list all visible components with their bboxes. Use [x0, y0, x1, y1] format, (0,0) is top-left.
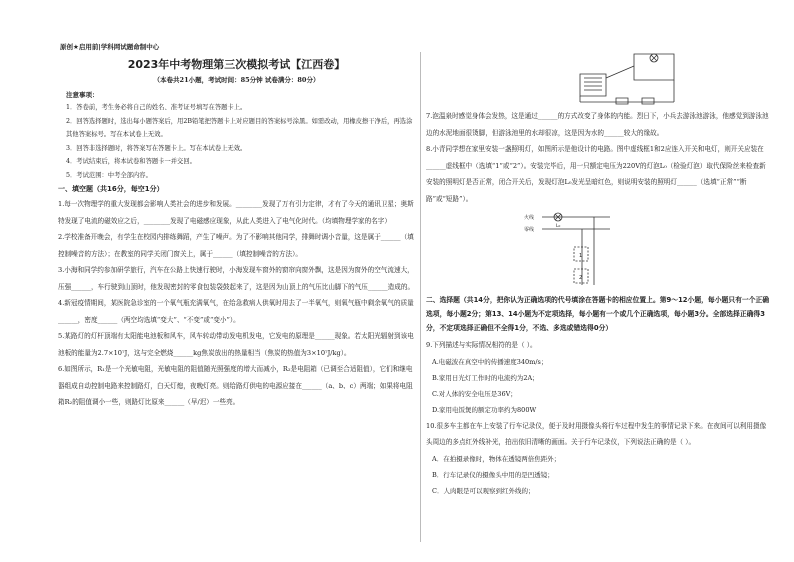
column-divider — [420, 52, 421, 542]
option-b: B.家用日光灯工作时的电流约为2A； — [432, 373, 539, 382]
question-1: 1.每一次物理学的重大发现都会影响人类社会的进步和发展。________发现了万有引力定律，才有了今天的通讯卫星；奥斯特发现了电流的磁效应之后，________发现了电磁感应现象，从此人类进入了电气化时代。（均填物理学家的名字） — [58, 200, 414, 225]
lamp-label: L₀ — [556, 224, 561, 229]
relay-coil-icon — [584, 78, 602, 90]
household-circuit-figure — [522, 209, 612, 291]
notice-list — [66, 101, 415, 182]
question-10-options — [426, 451, 771, 499]
household-circuit-diagram — [522, 209, 612, 289]
question-3: 3.小海和同学约参加研学旅行，汽车在公路上快速行驶时，小海发现车窗外的窗帘向窗外飘，这是因为窗外的空气流速大，压强______，车行驶到山顶时，他发现密封的零食包装袋鼓起来了，这是因为山顶上的气压比山脚下的气压______造成的。 — [58, 266, 415, 291]
question-5: 5.某路灯的灯杆顶端有太阳能电池板和风车，风车转动带动发电机发电，它发电的原理是______现象。若太阳光辐射到该电池板的能量为2.7×10⁷J，这与完全燃烧______kg焦炭放出的热量相当（焦炭的热值为3×10⁷J/kg）。 — [58, 332, 414, 357]
question-9 — [426, 337, 771, 354]
notice-item: 5．考试范围：中考全部内容。 — [66, 171, 152, 179]
question-list — [58, 196, 415, 411]
notice-item: 1．答卷前，考生务必将自己的姓名、准考证号填写在答题卡上。 — [66, 104, 247, 111]
relay-coil-box — [580, 74, 606, 96]
option-d: D.家用电饭煲的额定功率约为800W — [432, 405, 537, 414]
box-2-label: 2 — [579, 275, 583, 281]
option-b: B．行车记录仪的摄像头中用的是凹透镜； — [432, 470, 554, 479]
neutral-wire-label: 零线 — [524, 227, 535, 233]
question-list-right — [426, 108, 771, 207]
exam-subtitle: （本卷共21小题，考试时间：85分钟 试卷满分：80分） — [153, 76, 320, 84]
question-10-stem: 10.很多车主都在车上安装了行车记录仪，便于及时用摄像头将行车过程中发生的事情记录下来。在夜间可以利用摄像头周边的多点红外线补光，拍出依旧清晰的画面。关于行车记录仪，下列说法正确的是（ ）。 — [426, 421, 767, 446]
notice-item: 3．回答非选择题时，将答案写在答题卡上。写在本试卷上无效。 — [66, 144, 247, 152]
question-9-options — [426, 354, 771, 418]
option-c: C.对人体的安全电压是36V； — [432, 389, 517, 398]
question-2: 2.学校准备开晚会，有学生在校园内排练舞蹈，产生了噪声。为了不影响其他同学，排舞时调小音量，这是属于______（填控制噪音的方法）；在教室的同学关闭门窗关上，属于______（填控制噪音的方法）。 — [58, 233, 414, 258]
question-9-stem: 9.下列描述与实际情况相符的是（ ）。 — [426, 341, 537, 349]
option-a: A.电磁波在真空中的传播速度340m/s； — [432, 357, 548, 366]
right-column — [426, 48, 771, 499]
box-1-label: 1 — [579, 253, 583, 259]
resistor-r2-icon — [642, 98, 654, 104]
section-fill-blank-heading: 一、填空题（共16分，每空1分） — [58, 185, 164, 193]
notice-item: 2．回答选择题时，选出每小题答案后，用2B铅笔把答题卡上对应题目的答案标号涂黑。如需改动，用橡皮擦干净后，再选涂其他答案标号。写在本试卷上无效。 — [66, 117, 413, 138]
question-10 — [426, 418, 771, 451]
relay-circuit-figure — [576, 48, 686, 108]
relay-armature — [606, 66, 634, 78]
relay-circuit-diagram — [576, 48, 686, 106]
option-c: C．人肉眼是可以观察到红外线的； — [432, 486, 535, 495]
notice-heading: 注意事项： — [66, 91, 99, 99]
question-7: 7.泡温泉时感觉身体会发热，这是通过______的方式改变了身体的内能。烈日下，小兵去游泳池游泳，他感觉到游泳池边的水泥地面很烫脚，但游泳池里的水却很凉，这是因为水的______较大的缘故。 — [426, 112, 769, 137]
question-4: 4.新冠疫情期间，某医院急诊室的一个氧气瓶充满氧气，在给急救病人供氧时用去了一半氧气，则氧气瓶中剩余氧气的质量______，密度______（两空均选填“变大”、“不变”或“变小”）。 — [58, 299, 414, 324]
header-note: 原创★启用前|学科网试题命制中心 — [60, 43, 160, 51]
resistor-r1-icon — [616, 98, 628, 104]
question-6: 6.如图所示，R₁是一个光敏电阻，光敏电阻的阻值随光照强度的增大而减小，R₂是电阻箱（已调至合适阻值），它们和继电器组成自动控制电路来控制路灯，白天灯熄，夜晚灯亮。则给路灯供电的电源应接在______（a、b、c）两端；如果将电阻箱R₂的阻值调小一些，则路灯比原来______（早/迟）一些亮。 — [58, 365, 413, 406]
left-column — [58, 48, 415, 411]
option-a: A．在拍摄录像时，物体在透镜两倍焦距外； — [432, 454, 561, 463]
exam-title: 2023年中考物理第三次模拟考试【江西卷】 — [127, 58, 346, 71]
question-8: 8.小青同学想在家里安装一盏照明灯，如图所示是他设计的电路。图中虚线框1和2应连入开关和电灯，则开关应装在______虚线框中（选填“1”或“2”）。安装完毕后，用一只额定电压为220V的灯泡L₀（检验灯泡）取代保险丝来检查新安装的照明灯是否正常，闭合开关后，发现灯泡L₀发光呈暗红色，则说明安装的照明灯______（选填“正常”“断路”或“短路”）。 — [426, 145, 766, 203]
notice-item: 4．考试结束后，将本试卷和答题卡一并交回。 — [66, 158, 196, 165]
live-wire-label: 火线 — [524, 215, 535, 221]
section-choice-heading: 二、选择题（共14分，把你认为正确选项的代号填涂在答题卡的相应位置上。第9～12小题，每小题只有一个正确选项，每小题2分；第13、14小题为不定项选择，每小题有一个或几个正确选项，每小题3分。全部选择正确得3分，不定项选择正确但不全得1分，不选、多选或错选得0分） — [426, 296, 770, 332]
